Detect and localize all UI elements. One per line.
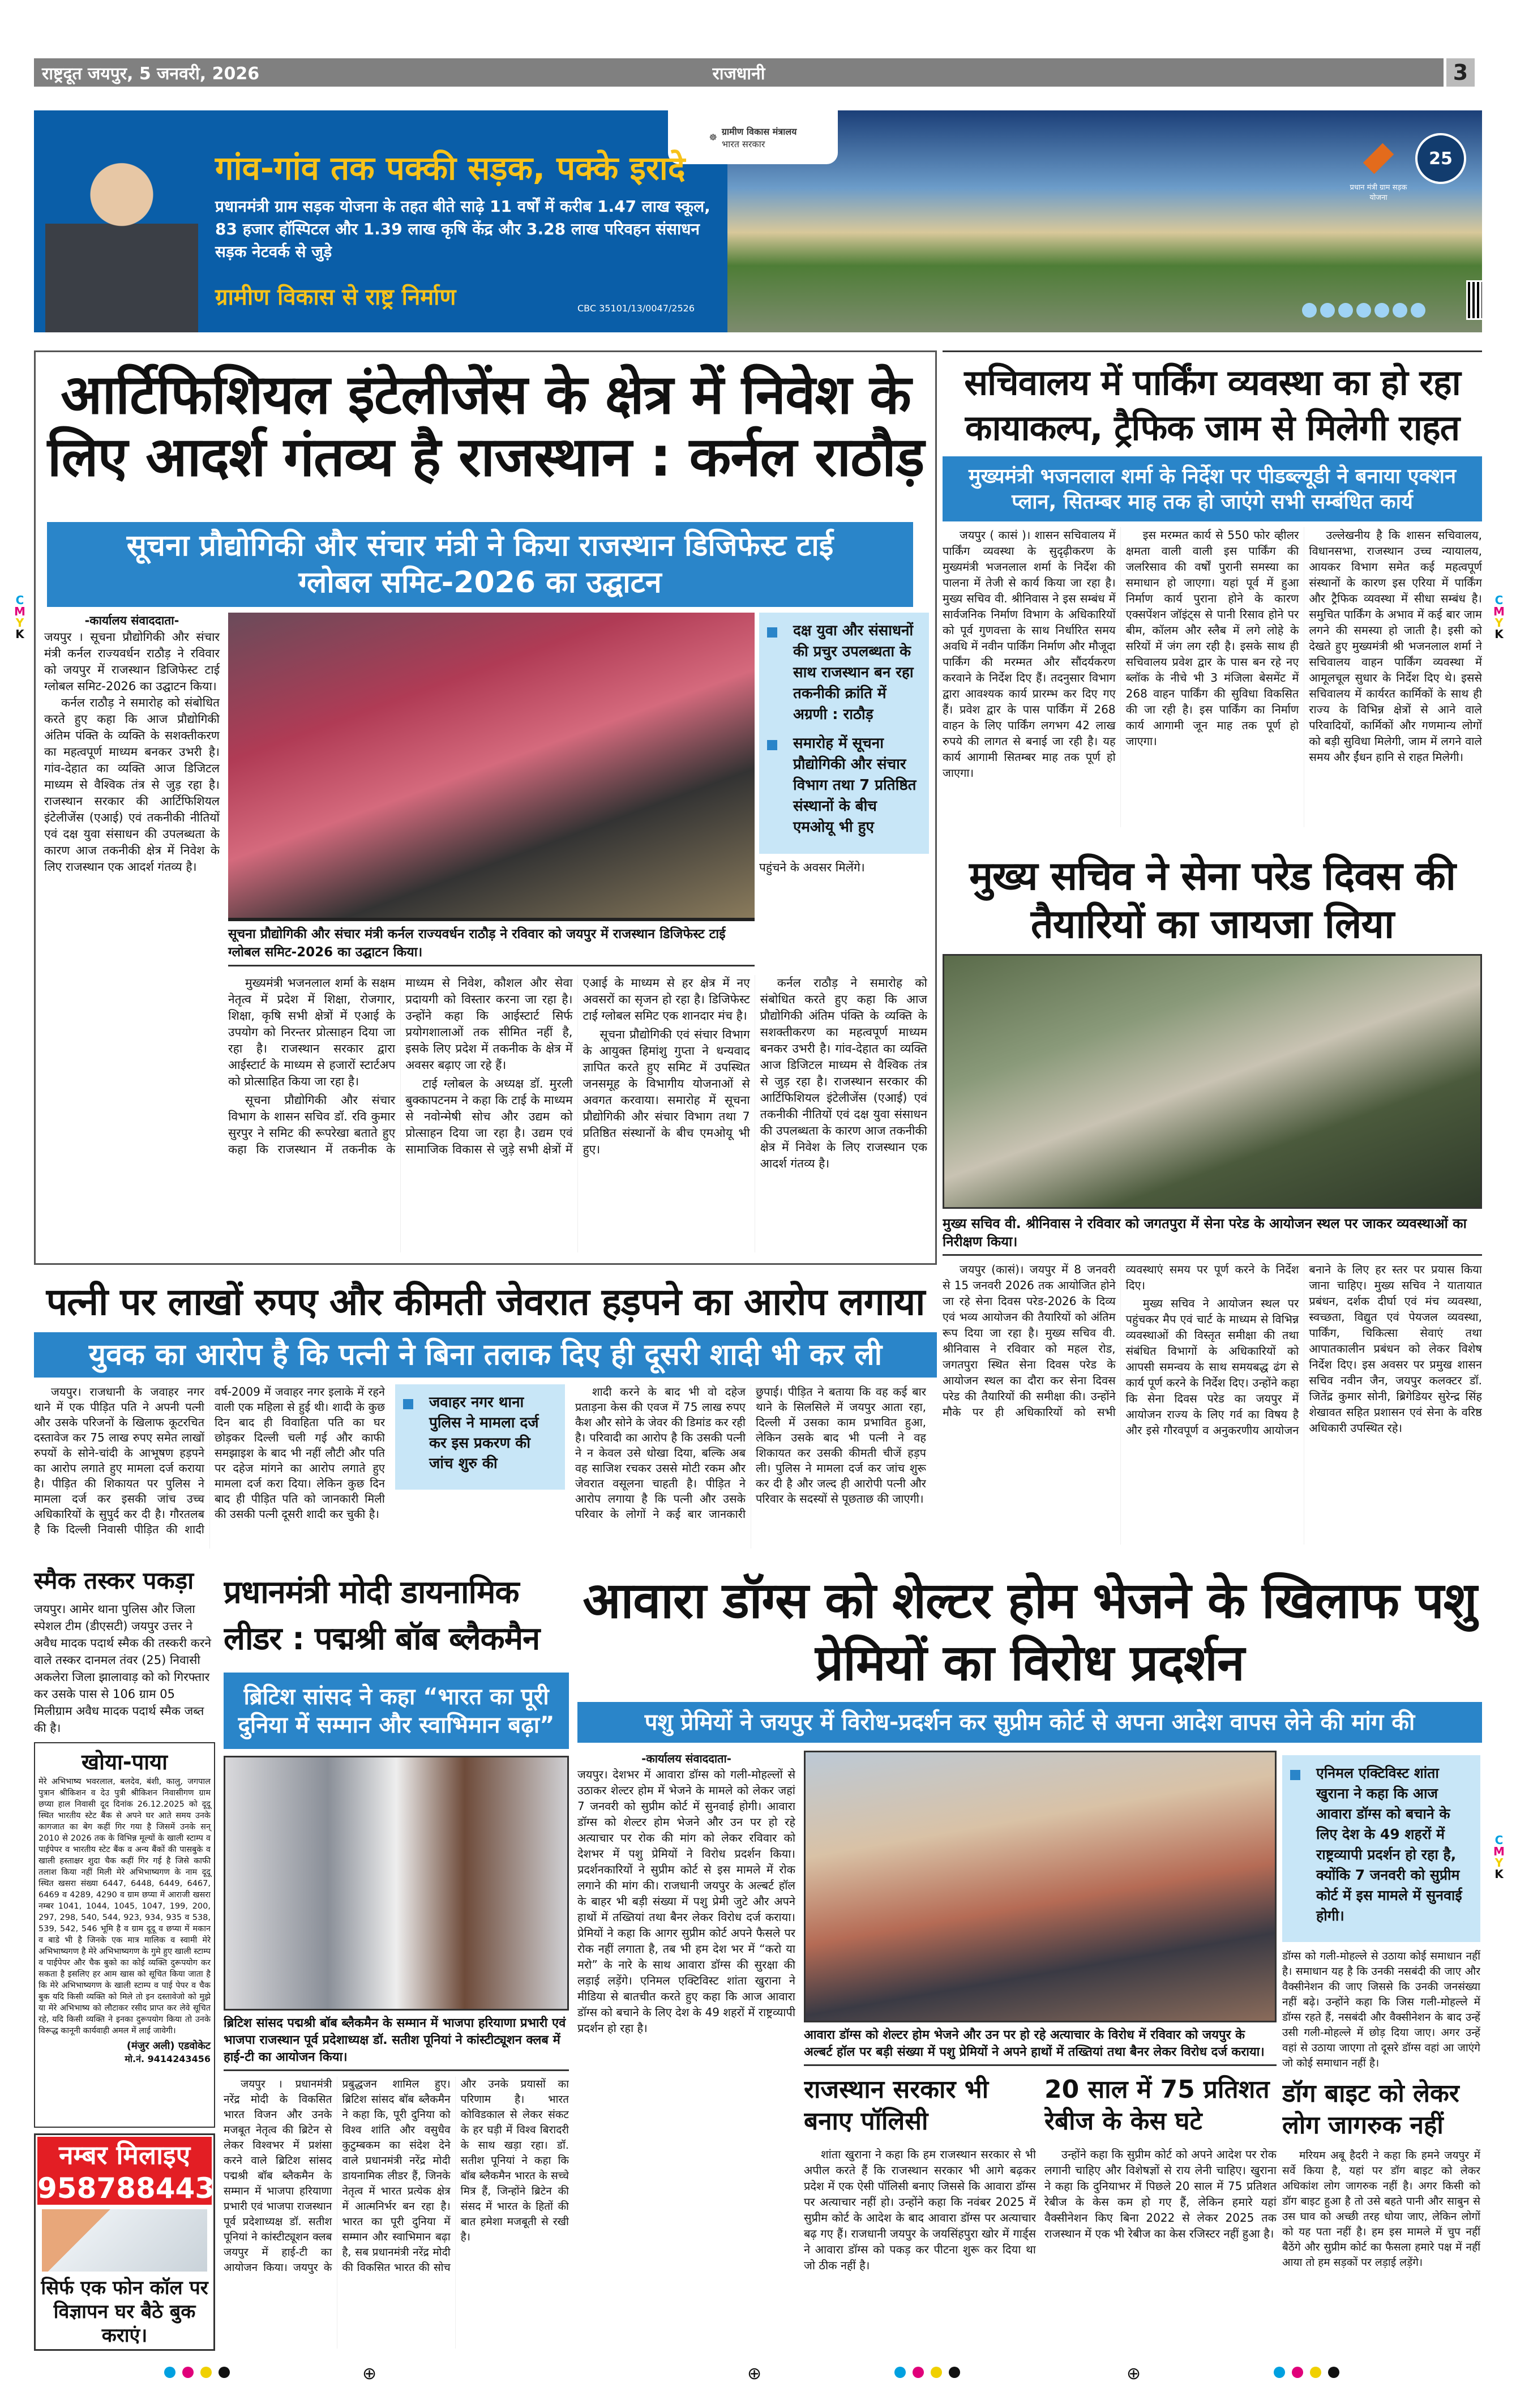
summit-photo-caption: सूचना प्रौद्योगिकी और संचार मंत्री कर्नल राज्यवर्धन राठौड़ ने रविवार को जयपुर में राजस्थान डिजिफेस्ट टाई ग्लोबल समिट-2026 का उद्घाटन किया।: [228, 925, 755, 966]
lost-found-body: मेरे अभिभाष्य भवरलाल, बलदेव, बंशी, कालु, जगपाल पुत्रान श्रीकिशन व देउ पुत्री श्रीकिशन निवासीगण ग्राम छप्या हाल निवासी दूद दिनांक 26.12.2025 को दूदू स्थित भारतीय स्टेट बैंक से अपने घर आते समय उनके कागजात का बेग कहीं गिर गया है जिसमें उनके सन् 2010 से 2026 तक के विभिन्न मूल्यों के खाली स्टाम्प व पाईपेपर व भारतीय स्टेट बैंक व अन्य बैंकों की पासबुके व खाली हस्ताक्षर शुदा चैक कहीं गिर गई है जिसे काफी तलाश किया नहीं मिली मेरे अभिभाष्यगण के नाम दूदू स्थित खसरा संख्या 6447, 6448, 6449, 6467, 6469 व 4289, 4290 व ग्राम छप्या में आराजी खसरा नम्बर 1041, 1044, 1045, 1047, 199, 200, 297, 298, 540, 544, 923, 934, 935 व 538, 539, 542, 546 भूमि है व ग्राम दूदू व छप्या में मकान व बाडे भी है जिनके एक मात्र मालिक व स्वामी मेरे अभिभाष्यगण है मेरे अभिभाष्यगण के गुमे हुए खाली स्टाम्प व पाईपेपर और चैक बुको का कोई व्यक्ति दुरूपयोग कर सकता है इसलिए हर आम खास को सूचित किया जाता है कि मेरे अभिभाष्यगण के खाली स्टाम्प व पाई पेपर व चैक बुक यदि किसी व्यक्ति को मिले तो इन दस्तावेजो को मुझे या मेरे अभिभाष्य को लौटाकर रसीद प्राप्त कर लेवे सूचित रहे, यदि किसी व्यक्ति ने इनका दुरूपयोग किया तो उनके विरूद्ध कानूनी कार्यवाही अमल में लाई जावेगी।: [38, 1777, 211, 2035]
section-title: राजधानी: [712, 63, 765, 84]
social-icons: [1302, 303, 1425, 318]
wife-headline: पत्नी पर लाखों रुपए और कीमती जेवरात हड़पने का आरोप लगाया: [46, 1280, 925, 1324]
wife-highlight: जवाहर नगर थाना पुलिस ने मामला दर्ज कर इस प्रकरण की जांच शुरु की: [395, 1384, 565, 1490]
protest-photo: [804, 1751, 1277, 2022]
modi-headline: प्रधानमंत्री मोदी डायनामिक लीडर : पद्मश्री बॉब ब्लैकमैन: [224, 1574, 540, 1657]
blackman-photo: [224, 1756, 569, 2011]
ai-body: [228, 975, 927, 1252]
dogs-body: जयपुर। देशभर में आवारा डॉग्स को गली-मोहल्लों से उठाकर शेल्टर होम में भेजने के मामले को लेकर जहां 7 जनवरी को सुप्रीम कोर्ट में सुनवाई होगी। आवारा डॉग्स को शेल्टर होम भेजने और उन पर हो रहे अत्याचार पर रोक की मांग को लेकर रविवार को देशभर में पशु प्रेमियों ने विरोध प्रदर्शन किया। प्रदर्शनकारियों ने सुप्रीम कोर्ट से इस मामले में रोक लगाने की मांग की। राजधानी जयपुर के अल्बर्ट हॉल के बाहर भी बड़ी संख्या में पशु प्रेमी जुटे और अपने हाथों में तख्तियां तथा बैनर लेकर विरोध दर्ज कराया। प्रेमियों ने कहा कि आगर सुप्रीम कोर्ट अपने फैसले पर रोक नहीं लगाता है, तब भी हम देश भर में “करो या मरो” के नारे के साथ आवारा डॉग्स की सुरक्षा की लड़ाई लड़ेंगे। एनिमल एक्टिविस्ट शांता खुराना ने मीडिया से बातचीत करते हुए कहा कि आज आवारा डॉग्स को बचाने के लिए देश के 49 शहरों में राष्ट्रव्यापी प्रदर्शन हो रहा है।: [577, 1768, 795, 2035]
cmyk-mark-right: C M Y K: [1493, 593, 1505, 641]
modi-subhead: ब्रिटिश सांसद ने कहा “भारत का पूरी दुनिया में सम्मान और स्वाभिमान बढ़ा”: [224, 1673, 569, 1749]
dogs-byline: -कार्यालय संवाददाता-: [641, 1752, 731, 1765]
registration-dots-left: [164, 2367, 230, 2378]
linkedin-icon: [1411, 303, 1425, 318]
number-ad: [34, 2133, 234, 2351]
dogs-highlight: एनिमल एक्टिविस्ट शांता खुराना ने कहा कि आज आवारा डॉग्स को बचाने के लिए देश के 49 शहरों में राष्ट्रव्यापी प्रदर्शन हो रहा है, क्योंकि 7 जनवरी को सुप्रीम कोर्ट में इस मामले में सुनवाई होगी।: [1282, 1755, 1480, 1942]
modi-body: [224, 2077, 569, 2349]
ministry-sub: भारत सरकार: [721, 138, 765, 149]
wife-paragraph: जयपुर। राजधानी के जवाहर नगर थाने में एक पीड़ित पति ने अपनी पत्नी और उसके परिजनों के खिलाफ कूटरचित दस्तावेज कर 75 लाख रुपए समेत लाखों रुपयों के सोने-चांदी के आभूषण हड़पने का आरोप लगाते हुए मामला दर्ज कराया है। पीड़ित की शिकायत पर पुलिस ने मामला दर्ज कर इसकी जांच उच्च अधिकारियों के सुपुर्द कर दी है। गौरतलब है कि दिल्ली निवासी पीड़ित की शादी वर्ष-2009 में जवाहर नगर इलाके में रहने वाली एक महिला से हुई थी। शादी के कुछ दिन बाद ही विवाहिता पति का घर छोड़कर दिल्ली चली गई और काफी समझाइश के बाद भी नहीं लौटी और पति पर दहेज मांगने का आरोप लगाते हुए मामला दर्ज करा दिया। लेकिन कुछ दिन बाद ही पीड़ित पति को जानकारी मिली की उसकी पत्नी दूसरी शादी कर चुकी है।: [34, 1385, 385, 1536]
dateline: राष्ट्रदूत जयपुर, 5 जनवरी, 2026: [42, 63, 260, 84]
page-header: [34, 58, 1444, 87]
page-number: 3: [1446, 58, 1475, 87]
dog-bite-subheading: डॉग बाइट को लेकर लोग जागरुक नहीं: [1282, 2079, 1459, 2140]
parking-paragraph: इस मरम्मत कार्य से 550 फोर व्हीलर क्षमता वाली वाली इस पार्किंग की जलरिसाव की वर्षों पुरानी समस्या का समाधान हो जाएगा। यहां पूर्व में हुआ निर्माण कार्य पुराना होने के कारण एक्सपेंशन जॉइंट्स से पानी रिसाव होने पर बीम, कॉलम और स्लैब में लगे लोहे के सरियों में जंग लग रही है। इसके साथ ही सचिवालय प्रवेश द्वार के पास बन रहे नए ब्लॉक के नीचे भी 3 मंजिला बेसमेंट में 268 वाहन पार्किंग की सुविधा विकसित की जा रही है। इस पार्किंग का निर्माण कार्य आगामी जून माह तक पूर्ण हो जाएगा।: [1125, 528, 1299, 748]
number-ad-tagline: सिर्फ एक फोन कॉल पर विज्ञापन घर बैठे बुक कराएं।: [41, 2277, 208, 2347]
pmgsy-logo: प्रधान मंत्री ग्राम सड़क योजना: [1347, 139, 1410, 202]
smack-headline: स्मैक तस्कर पकड़ा: [34, 1567, 194, 1594]
ai-subhead: सूचना प्रौद्योगिकी और संचार मंत्री ने किया राजस्थान डिजिफेस्ट टाई ग्लोबल समिट-2026 का उद्घाटन: [47, 522, 913, 607]
youtube-icon: [1374, 303, 1389, 318]
army-parade-photo: [943, 954, 1482, 1209]
army-paragraph: जयपुर (कासं)। जयपुर में 8 जनवरी से 15 जनवरी 2026 तक आयोजित होने जा रहे सेना दिवस परेड-2026 के दिव्य एवं भव्य आयोजन की तैयारियों को अंतिम रूप दिया जा रहा है। मुख्य सचिव वी. श्रीनिवास ने रविवार को महल रोड, जगतपुरा स्थित सेना दिवस परेड के आयोजन स्थल का दौरा कर सेना दिवस परेड की तैयारियों की समीक्षा की। उन्होंने मौके पर ही अधिकारियों को सभी व्यवस्थाएं समय पर पूर्ण करने के निर्देश दिए।: [943, 1263, 1299, 1419]
number-ad-title: नम्बर मिलाइए: [58, 2140, 191, 2170]
parking-story: [943, 350, 1482, 843]
modi-story: [224, 1569, 569, 2351]
lost-found-title: खोया-पाया: [82, 1750, 168, 1774]
ministry-logo: [668, 110, 838, 164]
rabies-subheading: 20 साल में 75 प्रतिशत रेबीज के केस घटे: [1044, 2075, 1270, 2136]
army-photo-caption: मुख्य सचिव वी. श्रीनिवास ने रविवार को जगतपुरा में सेना परेड के आयोजन स्थल पर जाकर व्यवस्थाओं का निरीक्षण किया।: [943, 1214, 1482, 1256]
crosshair-mark: ⊕: [747, 2364, 762, 2384]
ad-code: CBC 35101/13/0047/2526: [577, 303, 695, 314]
registration-dots-center: [894, 2367, 960, 2378]
army-story: [943, 852, 1482, 1554]
ai-headline: आर्टिफिशियल इंटेलीजेंस के क्षेत्र में निवेश के लिए आदर्श गंतव्य है राजस्थान : कर्नल राठौड़: [47, 363, 924, 489]
emblem-icon: ☸: [709, 132, 717, 143]
anniversary-badge: 25: [1415, 133, 1466, 184]
qr-code: [1466, 280, 1482, 320]
highlight-item: समारोह में सूचना प्रौद्योगिकी और संचार विभाग तथा 7 प्रतिष्ठित संस्थानों के बीच एमओयू भी हुए: [793, 733, 921, 838]
lost-found-notice: [34, 1742, 215, 2128]
pm-portrait: [45, 156, 198, 332]
army-body: [943, 1261, 1482, 1545]
army-paragraph: मुख्य सचिव ने आयोजन स्थल पर पहुंचकर मैप एवं चार्ट के माध्यम से विभिन्न व्यवस्थाओं की विस्तृत समीक्षा की तथा संबंधित विभागों के अधिकारियों को आपसी समन्वय के साथ समयबद्ध ढंग से कार्य पूर्ण करने के निर्देश दिए। उन्होंने कहा कि सेना दिवस परेड का जयपुर में आयोजन राज्य के लिए गर्व का विषय है और इसे गौरवपूर्ण व अनुकरणीय आयोजन बनाने के लिए हर स्तर पर प्रयास किया जाना चाहिए। मुख्य सचिव ने यातायात प्रबंधन, दर्शक दीर्घा एवं मंच व्यवस्था, स्वच्छता, विद्युत एवं पेयजल व्यवस्था, पार्किंग, चिकित्सा सेवाएं तथा आपातकालीन प्रबंधन को लेकर विशेष निर्देश दिए। इस अवसर पर प्रमुख शासन सचिव नवीन जैन, जयपुर कलक्टर डॉ. जितेंद्र कुमार सोनी, ब्रिगेडियर सुरेन्द्र सिंह शेखावत सहित प्रशासन एवं सेना के वरिष्ठ अधिकारी उपस्थित रहे।: [1125, 1263, 1482, 1437]
ai-paragraph: कर्नल राठौड़ ने समारोह को संबोधित करते हुए कहा कि आज प्रौद्योगिकी अंतिम पंक्ति के व्यक्ति के सशक्तीकरण का महत्वपूर्ण माध्यम बनकर उभरी है। गांव-देहात का व्यक्ति आज डिजिटल माध्यम से वैश्विक तंत्र से जुड़ रहा है। राजस्थान सरकार की आर्टिफिशियल इंटेलीजेंस (एआई) एवं तकनीकी नीतियों एवं दक्ष युवा संसाधन की उपलब्धता के कारण आज तकनीकी क्षेत्र में निवेश के लिए राजस्थान एक आदर्श गंतव्य है।: [44, 696, 220, 874]
lost-found-phone: मो.नं. 9414243456: [125, 2054, 211, 2064]
cmyk-mark-right-lower: C M Y K: [1493, 1833, 1505, 1881]
keypad-photo: [42, 2209, 207, 2272]
parking-subhead: मुख्यमंत्री भजनलाल शर्मा के निर्देश पर पीडब्ल्यूडी ने बनाया एक्शन प्लान, सितम्बर माह तक हो जाएंगे सभी सम्बंधित कार्य: [943, 456, 1482, 521]
crosshair-mark: ⊕: [1127, 2364, 1141, 2384]
highlight-item: दक्ष युवा और संसाधनों की प्रचुर उपलब्धता के साथ राजस्थान बन रहा तकनीकी क्रांति में अग्रणी : राठौड़: [793, 621, 921, 725]
wife-paragraph: शादी करने के बाद भी वो दहेज प्रताड़ना केस की एवज में 75 लाख रुपए कैश और सोने के जेवर की डिमांड कर रही है। परिवादी का आरोप है कि उसकी पत्नी ने न केवल उसे धोखा दिया, बल्कि अब वह साजिश रचकर उससे मोटी रकम और जेवरात वसूलना चाहती है। पीड़ित ने आरोप लगाया है कि पत्नी और उसके परिवार के लोगों ने कई बार जानकारी छुपाई। पीड़ित ने बताया कि वह कई बार थाने के सिलसिले में जयपुर आता रहा, दिल्ली में उसका काम प्रभावित हुआ, लेकिन उसके बाद भी पत्नी ने वह शिकायत कर उसकी कीमती चीजें हड़प ली। पुलिस ने मामला दर्ज कर जांच शुरू कर दी है और जल्द ही आरोपी पत्नी और परिवार के सदस्यों से पूछताछ की जाएगी।: [575, 1385, 926, 1521]
number-ad-banner: [37, 2137, 234, 2205]
pmgsy-advertisement: [34, 110, 1482, 332]
dogs-headline: आवारा डॉग्स को शेल्टर होम भेजने के खिलाफ पशु प्रेमियों का विरोध प्रदर्शन: [583, 1571, 1477, 1692]
ai-story: [34, 350, 937, 1265]
ai-highlights: [759, 613, 929, 854]
instagram-icon: [1338, 303, 1353, 318]
ai-lead: जयपुर । सूचना प्रौद्योगिकी और संचार मंत्री कर्नल राज्यवर्धन राठौड़ ने रविवार को जयपुर में राजस्थान डिजिफेस्ट टाई ग्लोबल समिट-2026 का उद्घाटन किया।: [44, 630, 220, 693]
ad-headline: गांव-गांव तक पक्की सड़क, पक्के इरादे: [215, 149, 686, 187]
parking-paragraph: उल्लेखनीय है कि शासन सचिवालय, विधानसभा, राजस्थान उच्च न्यायालय, आयकर विभाग समेत कई महत्वपूर्ण संस्थानों के कारण इस एरिया में पार्किंग और ट्रैफिक व्यवस्था में सीधा सम्बंध है। समुचित पार्किंग के अभाव में कई बार जाम लगने की समस्या हो जाती है। इसी को देखते हुए मुख्यमंत्री श्री भजनलाल शर्मा ने सचिवालय वाहन पार्किंग व्यवस्था में आमूलचूल सुधार के निर्देश दिए थे। इससे सचिवालय में कार्यरत कार्मिकों के साथ ही राज्य के विभिन्न क्षेत्रों से आने वाले परिवादियों, कार्मिकों और गणमान्य लोगों को बड़ी सुविधा मिलेगी, जाम में लगने वाले समय और ईंधन हानि से राहत मिलेगी।: [1309, 528, 1482, 764]
facebook-icon: [1320, 303, 1335, 318]
parking-body: [943, 527, 1482, 827]
cmyk-mark-left: C M Y K: [14, 593, 25, 641]
dog-bite-body: मरियम अबू हैदरी ने कहा कि हमने जयपुर में सर्वे किया है, यहां पर डॉग बाइट को लेकर अधिकांश लोग जागरुक नहीं है। अगर किसी को डॉग बाइट हुआ है तो उसे बहते पानी और साबुन से उस घाव को अच्छी तरह धोया जाए, लेकिन लोगों को यह पता नहीं है। हम इस मामले में चुप नहीं बैठेंगे और सुप्रीम कोर्ट का फैसला हमारे पक्ष में नहीं आया तो हम सड़कों पर लड़ाई लड़ेंगे।: [1282, 2149, 1480, 2269]
registration-dots-right: [1274, 2367, 1339, 2378]
wife-story: [34, 1277, 937, 1554]
policy-body: शांता खुराना ने कहा कि हम राजस्थान सरकार से भी अपील करते हैं कि राजस्थान सरकार भी आगे बढ़कर प्रदेश में एक ऐसी पॉलिसी बनाए जिससे कि आवारा डॉग्स पर अत्याचार नहीं हो। उन्होंने कहा कि नवंबर 2025 में सुप्रीम कोर्ट के आदेश के बाद आवारा डॉग्स पर अत्याचार बढ़ गए हैं। राजधानी जयपुर के जयसिंहपुरा खोर में गार्ड्स ने आवारा डॉग्स को पकड़ कर पीटना शुरू कर दिया था जो ठीक नहीं है।: [804, 2148, 1036, 2272]
ai-paragraph: कर्नल राठौड़ ने समारोह को संबोधित करते हुए कहा कि आज प्रौद्योगिकी अंतिम पंक्ति के व्यक्ति के सशक्तीकरण का महत्वपूर्ण माध्यम बनकर उभरी है। गांव-देहात का व्यक्ति आज डिजिटल माध्यम से वैश्विक तंत्र से जुड़ रहा है। राजस्थान सरकार की आर्टिफिशियल इंटेलीजेंस (एआई) एवं तकनीकी नीतियों एवं दक्ष युवा संसाधन की उपलब्धता के कारण आज तकनीकी क्षेत्र में निवेश के लिए राजस्थान एक आदर्श गंतव्य है।: [760, 976, 927, 1170]
modi-photo-caption: ब्रिटिश सांसद पद्मश्री बॉब ब्लैकमैन के सम्मान में भाजपा हरियाणा प्रभारी एवं भाजपा राजस्थान पूर्व प्रदेशाध्यक्ष डॉ. सतीश पूनियां ने कांस्टीट्यूशन क्लब में हाई-टी का आयोजन किया।: [224, 2015, 569, 2071]
number-ad-phone[interactable]: 9587884433: [37, 2172, 234, 2205]
ministry-name: ग्रामीण विकास मंत्रालय: [721, 126, 797, 137]
parking-headline: सचिवालय में पार्किंग व्यवस्था का हो रहा कायाकल्प, ट्रैफिक जाम से मिलेगी राहत: [964, 362, 1461, 448]
army-headline: मुख्य सचिव ने सेना परेड दिवस की तैयारियों का जायजा लिया: [969, 853, 1455, 947]
dogs-right-text: डॉग्स को गली-मोहल्ले से उठाया कोई समाधान नहीं है। समाधान यह है कि उनकी नसबंदी की जाए और वैक्सीनेशन की जाए जिससे कि उनकी जनसंख्या नहीं बढ़े। उन्होंने कहा कि जिस गली-मोहल्ले में डॉग्स रहते हैं, नसबंदी और वैक्सीनेशन के बाद उन्हें उसी गली-मोहल्ले में छोड़ दिया जाए। अगर उन्हें वहां से उठाया जाएगा तो दूसरे डॉग्स वहां आ जाएंगे जो कोई समाधान नहीं है।: [1282, 1950, 1480, 2069]
crosshair-mark: ⊕: [362, 2364, 377, 2384]
ai-paragraph: टाई ग्लोबल के अध्यक्ष डॉ. मुरली बुक्कापटनम ने कहा कि टाई के माध्यम से नवोन्मेषी सोच और उद्यम को प्रोत्साहन दिया जा रहा है। उद्यम एवं सामाजिक विकास से जुड़े सभी क्षेत्रों में एआई के माध्यम से हर क्षेत्र में नए अवसरों का सृजन हो रहा है। डिजिफेस्ट टाई ग्लोबल समिट एक शानदार मंच है।: [405, 976, 750, 1156]
policy-subheading: राजस्थान सरकार भी बनाए पॉलिसी: [804, 2075, 989, 2136]
dogs-subhead: पशु प्रेमियों ने जयपुर में विरोध-प्रदर्शन कर सुप्रीम कोर्ट से अपना आदेश वापस लेने की मांग की: [577, 1702, 1482, 1743]
rabies-body: उन्होंने कहा कि सुप्रीम कोर्ट को अपने आदेश पर रोक लगानी चाहिए और विशेषज्ञों से राय लेनी चाहिए। खुराना ने कहा कि दुनियाभर में पिछले 20 साल में 75 प्रतिशत रेबीज के केस कम हो गए हैं, लेकिन हमारे यहां वैक्सीनेशन किए बिना 2022 से लेकर 2025 तक राजस्थान में एक भी रेबीज का केस रजिस्टर नहीं हुआ है।: [1044, 2148, 1277, 2240]
ai-paragraph: मुख्यमंत्री भजनलाल शर्मा के सक्षम नेतृत्व में प्रदेश में शिक्षा, रोजगार, शिक्षा, कृषि सभी क्षेत्रों में एआई के उपयोग को निरन्तर प्रोत्साहन दिया जा रहा है। राजस्थान सरकार द्वारा आईस्टार्ट के माध्यम से हजारों स्टार्टअप को प्रोत्साहित किया जा रहा है।: [228, 976, 396, 1088]
x-icon: [1302, 303, 1317, 318]
dogs-story: [577, 1569, 1482, 2351]
summit-photo: [228, 613, 755, 921]
modi-paragraph: जयपुर । प्रधानमंत्री नरेंद्र मोदी के विकसित भारत विजन और उनके मजबूत नेतृत्व की ब्रिटेन से लेकर विश्वभर में प्रशंसा करने वाले ब्रिटिश सांसद पद्मश्री बॉब ब्लैकमैन के सम्मान में भाजपा हरियाणा प्रभारी एवं भाजपा राजस्थान पूर्व प्रदेशाध्यक्ष डॉ. सतीश पूनियां ने कांस्टीट्यूशन क्लब जयपुर में हाई-टी का आयोजन किया। जयपुर के प्रबुद्धजन शामिल हुए। ब्रिटिश सांसद बॉब ब्लैकमैन ने कहा कि, पूरी दुनिया को विश्व शांति और वसुधैव कुटुम्बकम का संदेश देने वाले प्रधानमंत्री नरेंद्र मोदी डायनामिक लीडर हैं, जिनके नेतृत्व में भारत प्रत्येक क्षेत्र में आत्मनिर्भर बन रहा है। भारत का पूरी दुनिया में सम्मान और स्वाभिमान बढ़ा है, सब प्रधानमंत्री नरेंद्र मोदी की विकसित भारत की सोच और उनके प्रयासों का परिणाम है। भारत कोविडकाल से लेकर संकट के हर घड़ी में विश्व बिरादरी के साथ खड़ा रहा। डॉ. सतीश पूनियां ने कहा कि बॉब ब्लैकमैन भारत के सच्चे मित्र हैं, जिन्होंने ब्रिटेन की संसद में भारत के हितों की बात हमेशा मजबूती से रखी है।: [224, 2078, 569, 2274]
road-sign-icon: [1363, 143, 1394, 174]
smack-body: जयपुर। आमेर थाना पुलिस और जिला स्पेशल टीम (डीएसटी) जयपुर उत्तर ने अवैध मादक पदार्थ स्मैक की तस्करी करने वाले तस्कर दानमल तंवर (25) निवासी अकलेरा जिला झालावाड़ को को गिरफ्तार कर उसके पास से 106 ग्राम 05 मिलीग्राम अवैध मादक पदार्थ स्मैक जब्त की है।: [34, 1602, 211, 1735]
byline: -कार्यालय संवाददाता-: [84, 614, 179, 627]
wife-body: [34, 1384, 937, 1549]
lost-found-signature: (मंजुर अली) एडवोकेट: [126, 2040, 211, 2052]
protest-photo-caption: आवारा डॉग्स को शेल्टर होम भेजने और उन पर हो रहे अत्याचार के विरोध में रविवार को जयपुर के अल्बर्ट हॉल पर बड़ी संख्या में पशु प्रेमियों ने अपने हाथों में तख्तियां तथा बैनर लेकर विरोध दर्ज कराया।: [804, 2027, 1277, 2066]
smack-story: [34, 1564, 215, 1737]
parking-paragraph: जयपुर ( कासं )। शासन सचिवालय में पार्किंग व्यवस्था के सुदृढ़ीकरण के मुख्यमंत्री भजनलाल शर्मा के निर्देश की पालना में तेजी से कार्य किया जा रहा है। मुख्य सचिव वी. श्रीनिवास ने इस सम्बंध में सार्वजनिक निर्माण विभाग के अधिकारियों को पूर्व गुणवत्ता के साथ निर्धारित समय अवधि में नवीन पार्किंग निर्माण और मौजूदा पार्किंग की मरम्मत और सौंदर्यकरण करवाने के निर्देश दिए हैं। तदनुसार विभाग द्वारा आवश्यक कार्य प्रारम्भ कर दिए गए हैं। प्रवेश द्वार के पास पार्किंग में 268 वाहन के लिए पार्किंग लगभग 42 लाख रुपये की लागत से बनाई जा रही है। यह कार्य आगामी सितम्बर माह तक पूर्ण हो जाएगा।: [943, 528, 1116, 780]
ad-tagline: ग्रामीण विकास से राष्ट्र निर्माण: [215, 284, 456, 310]
ai-after-box: पहुंचने के अवसर मिलेंगे।: [759, 861, 865, 874]
wife-subhead: युवक का आरोप है कि पत्नी ने बिना तलाक दिए ही दूसरी शादी भी कर ली: [34, 1332, 937, 1378]
ai-paragraph: सूचना प्रौद्योगिकी एवं संचार विभाग के आयुक्त हिमांशु गुप्ता ने धन्यवाद ज्ञापित करते हुए समिट में उपस्थित जनसमूह के विभागीय योजनाओं से अवगत करवाया। समारोह में सूचना प्रौद्योगिकी और संचार विभाग तथा 7 प्रतिष्ठित संस्थानों के बीच एमओयू भी हुए।: [583, 1028, 750, 1156]
ai-paragraph: सूचना प्रौद्योगिकी और संचार विभाग के शासन सचिव डॉ. रवि कुमार सुरपुर ने समिट की रूपरेखा बताते हुए कहा कि राजस्थान में तकनीक के माध्यम से निवेश, कौशल और सेवा प्रदायगी को विस्तार करना जा रहा है। उन्होंने कहा कि आईस्टार्ट सिर्फ प्रयोगशालाओं तक सीमित नहीं है, इसके लिए प्रदेश में तकनीक के क्षेत्र में अवसर बढ़ाए जा रहे हैं।: [228, 976, 573, 1156]
ad-body: प्रधानमंत्री ग्राम सड़क योजना के तहत बीते साढ़े 11 वर्षों में करीब 1.47 लाख स्कूल, 83 हजार हॉस्पिटल और 1.39 लाख कृषि केंद्र और 3.28 लाख परिवहन संसाधन सड़क नेटवर्क से जुड़े: [215, 197, 710, 261]
koo-icon: [1393, 303, 1407, 318]
threads-icon: [1356, 303, 1371, 318]
